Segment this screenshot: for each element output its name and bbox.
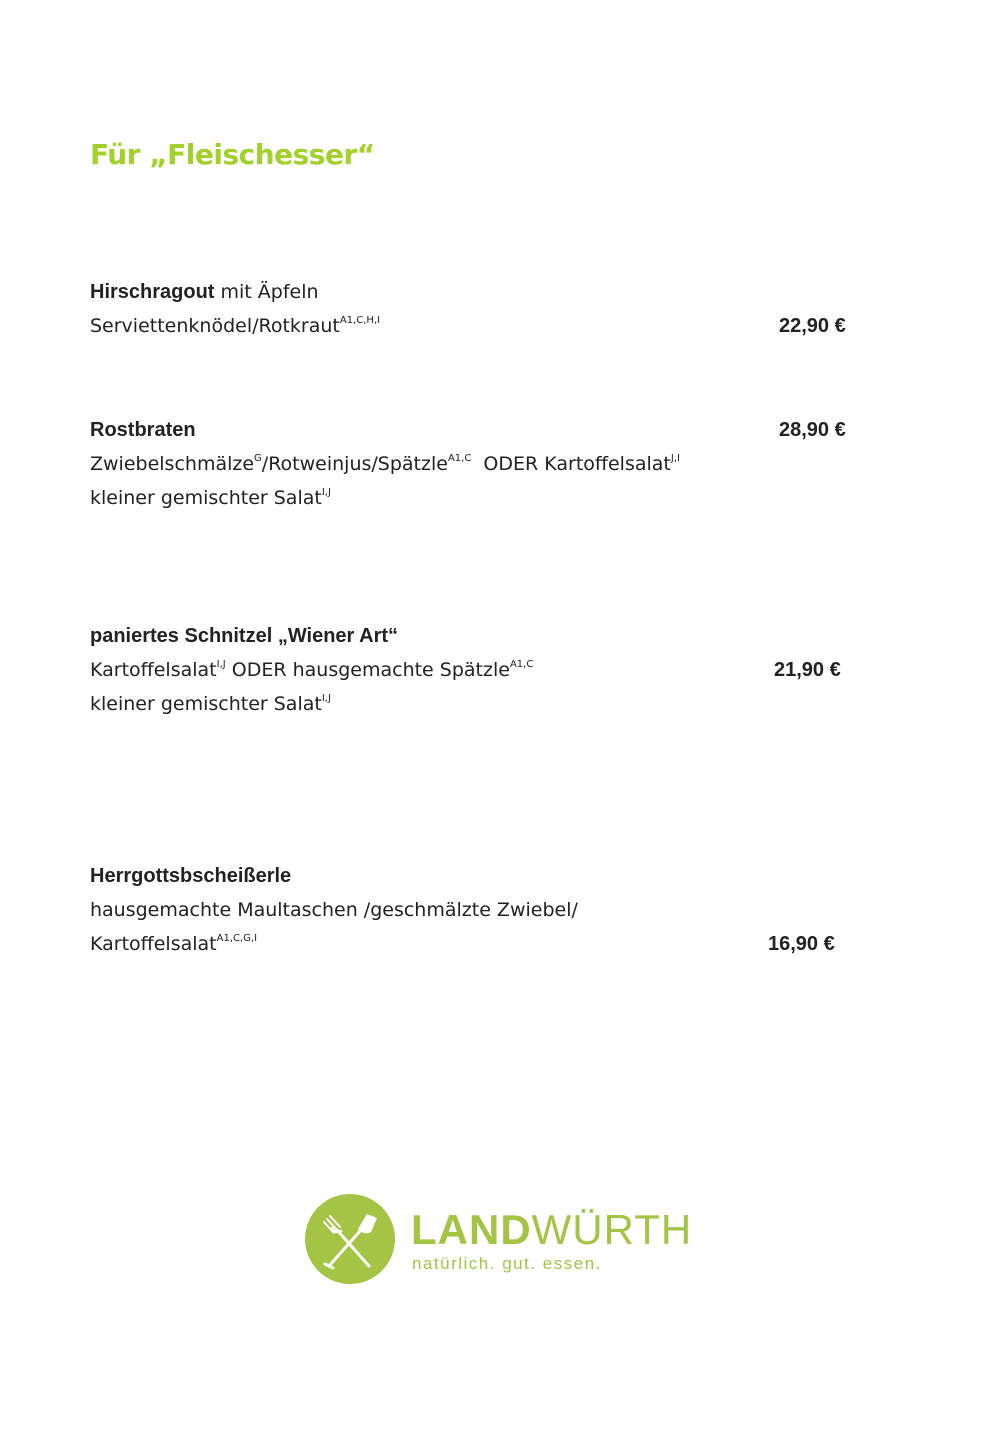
dish-title	[90, 864, 291, 888]
allergen-codes: A1,C,G,I	[216, 933, 258, 944]
dish-description-line	[90, 692, 331, 716]
dish-name: Rostbraten	[90, 419, 196, 441]
dish-description-line	[90, 898, 578, 922]
description-text: kleiner gemischter Salat	[90, 693, 322, 715]
dish-title	[90, 624, 398, 648]
dish-price: 21,90 €	[774, 659, 841, 681]
description-text: ODER hausgemachte Spätzle	[225, 659, 510, 681]
description-text: Kartoffelsalat	[90, 659, 217, 681]
allergen-codes: A1,C	[447, 453, 472, 464]
allergen-codes: A1,C,H,I	[339, 315, 381, 326]
allergen-codes: J,I	[670, 453, 680, 464]
description-text: Kartoffelsalat	[90, 933, 217, 955]
description-text: Zwiebelschmälze	[90, 453, 255, 475]
dish-title	[90, 418, 196, 442]
logo-word-light: WÜRTH	[531, 1206, 693, 1253]
description-text: hausgemachte Maultaschen /geschmälzte Zwiebel/	[90, 899, 578, 921]
allergen-codes: I,J	[321, 487, 331, 498]
dish-description-line	[90, 314, 380, 338]
dish-price: 28,90 €	[779, 419, 846, 441]
allergen-codes: I,J	[321, 693, 331, 704]
dish-description-line	[90, 452, 680, 476]
dish-description-line	[90, 486, 331, 510]
dish-description-line	[90, 658, 533, 682]
logo-badge	[305, 1194, 395, 1284]
description-text: ODER Kartoffelsalat	[471, 453, 671, 475]
dish-title	[90, 280, 319, 304]
description-text: /Rotweinjus/Spätzle	[261, 453, 448, 475]
dish-name: Hirschragout	[90, 281, 215, 303]
page-title: Für „Fleischesser“	[90, 138, 375, 171]
dish-name: paniertes Schnitzel „Wiener Art“	[90, 625, 399, 647]
description-text: Serviettenknödel/Rotkraut	[90, 315, 340, 337]
description-text: kleiner gemischter Salat	[90, 487, 322, 509]
dish-name-suffix: mit Äpfeln	[214, 281, 319, 303]
dish-description-line	[90, 932, 257, 956]
dish-price: 22,90 €	[779, 315, 846, 337]
logo-word-bold: LAND	[411, 1206, 532, 1253]
logo-tagline: natürlich. gut. essen.	[412, 1254, 602, 1273]
allergen-codes: A1,C	[509, 659, 534, 670]
logo-wordmark	[411, 1208, 692, 1252]
allergen-codes: I,J	[216, 659, 226, 670]
landwuerth-logo	[305, 1194, 693, 1286]
dish-name: Herrgottsbscheißerle	[90, 865, 292, 887]
allergen-codes: G	[254, 453, 262, 464]
dish-price: 16,90 €	[768, 933, 835, 955]
